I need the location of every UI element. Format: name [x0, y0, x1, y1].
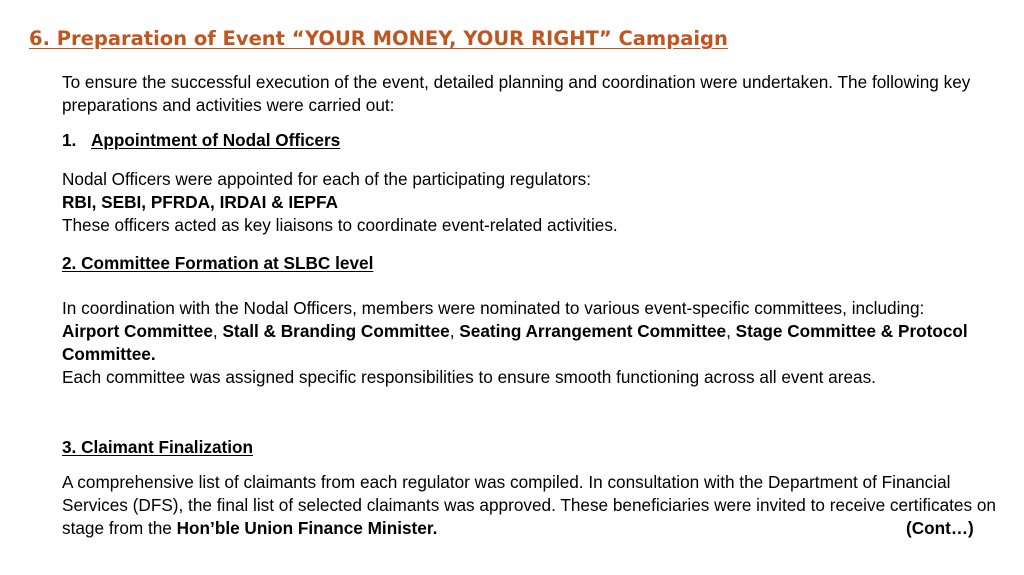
committees-list: [62, 320, 1007, 366]
section-1-number: 1.: [62, 130, 77, 150]
page-title: 6. Preparation of Event “YOUR MONEY, YOUR RIGHT” Campaign: [29, 27, 728, 50]
separator: ,: [726, 321, 736, 341]
separator: ,: [212, 321, 223, 341]
section-2-line-3: Each committee was assigned specific responsibilities to ensure smooth functioning across all event areas.: [62, 367, 876, 387]
committee-item: Stage Committee & Protocol Committee.: [62, 321, 968, 364]
regulators-list: RBI, SEBI, PFRDA, IRDAI & IEPFA: [62, 192, 338, 212]
committee-item: Stall & Branding Committee: [222, 321, 450, 341]
committee-item: Seating Arrangement Committee: [459, 321, 727, 341]
section-1-heading: [62, 129, 1007, 152]
section-1-title: Appointment of Nodal Officers: [91, 130, 341, 150]
section-1-body: [62, 168, 1007, 237]
section-1-line-3: These officers acted as key liaisons to coordinate event-related activities.: [62, 215, 618, 235]
section-3-text: A comprehensive list of claimants from each regulator was compiled. In consultation with the Department of Financial Services (DFS), the final list of selected claimants was approved. These beneficiaries were invited to receive certificates on stage from the: [62, 472, 996, 538]
section-2-line-1: In coordination with the Nodal Officers, members were nominated to various event-specific committees, including:: [62, 298, 925, 318]
finance-minister: Hon’ble Union Finance Minister.: [176, 518, 438, 538]
committee-item: Airport Committee: [62, 321, 213, 341]
section-3-heading: 3. Claimant Finalization: [62, 437, 254, 457]
section-1-line-1: Nodal Officers were appointed for each of the participating regulators:: [62, 169, 591, 189]
continued-label: (Cont…): [906, 518, 974, 538]
section-2-body: [62, 297, 1007, 389]
section-3-body: [62, 471, 1007, 540]
separator: ,: [449, 321, 460, 341]
section-2-heading: 2. Committee Formation at SLBC level: [62, 253, 374, 273]
intro-paragraph: To ensure the successful execution of the event, detailed planning and coordination were undertaken. The following key preparations and activities were carried out:: [62, 72, 971, 115]
